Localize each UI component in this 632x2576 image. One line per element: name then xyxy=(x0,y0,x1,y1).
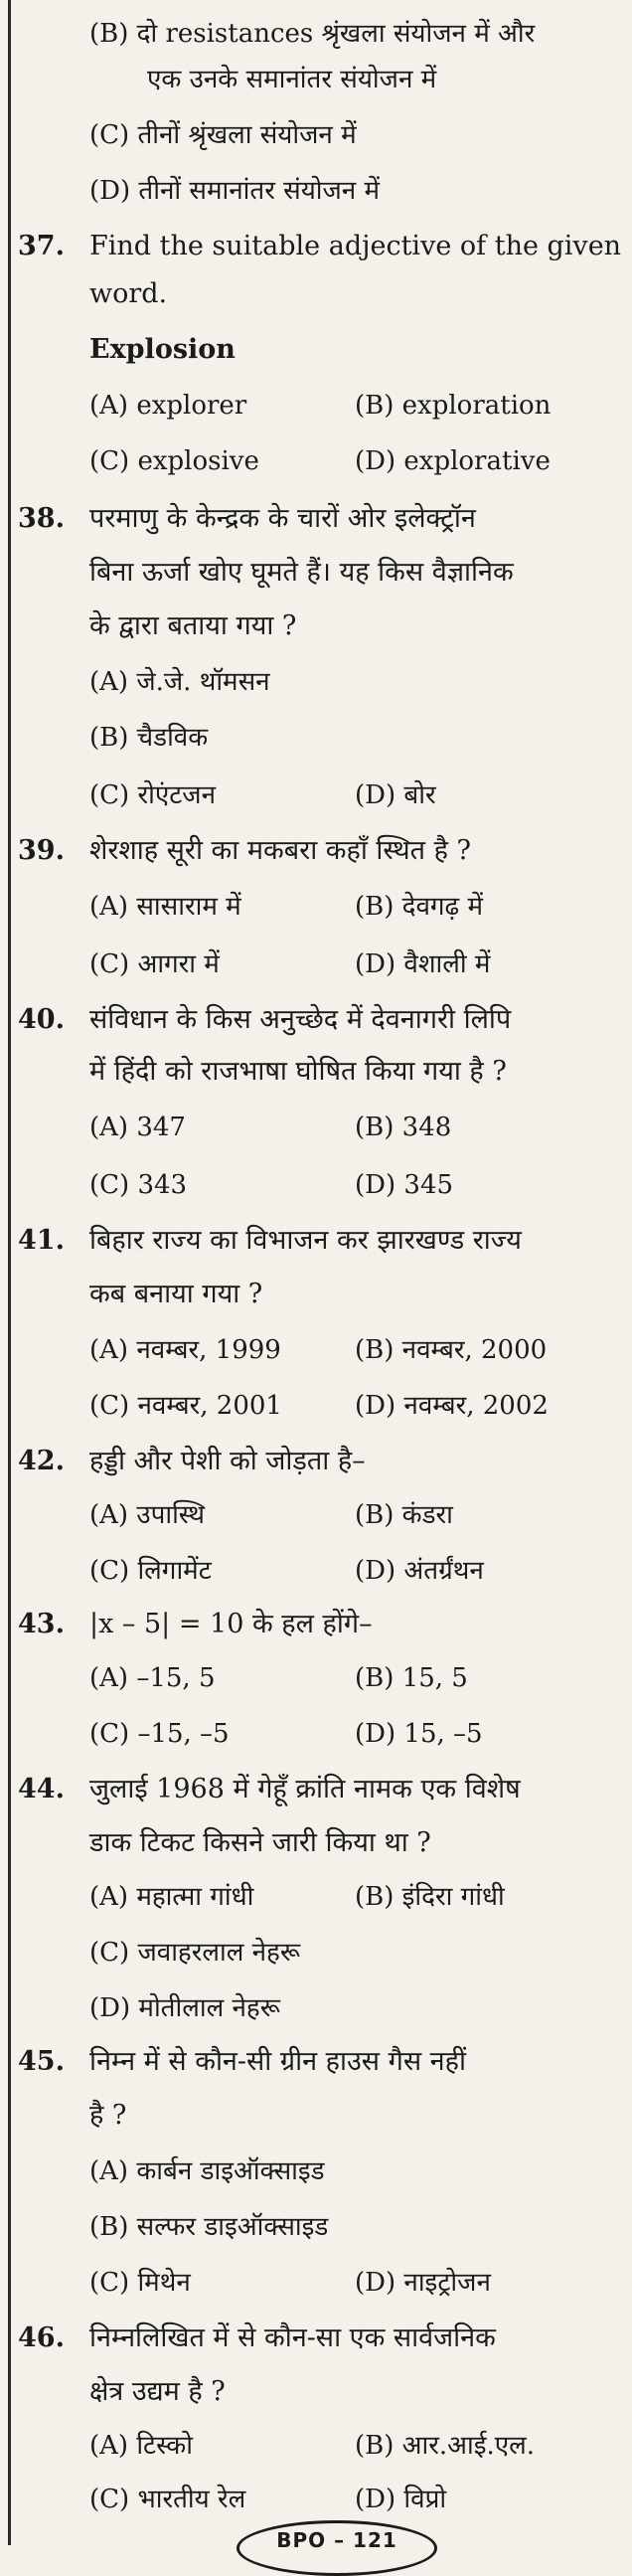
q42-option-b: (B) कंडरा xyxy=(355,1500,453,1530)
q44-option-a: (A) महात्मा गांधी xyxy=(89,1882,254,1912)
q40-option-a: (A) 347 xyxy=(89,1113,186,1142)
q43-option-b: (B) 15, 5 xyxy=(355,1663,468,1693)
q46-option-b: (B) आर.आई.एल. xyxy=(355,2431,536,2461)
page-edge-rule xyxy=(8,0,11,2545)
q37-text: Find the suitable adjective of the given xyxy=(89,231,622,261)
q40-option-c: (C) 343 xyxy=(89,1170,188,1200)
q40-option-b: (B) 348 xyxy=(355,1113,452,1142)
q42-option-d: (D) अंतर्ग्रंथन xyxy=(355,1556,484,1586)
q43-option-d: (D) 15, –5 xyxy=(355,1719,483,1749)
q40-option-d: (D) 345 xyxy=(355,1170,454,1200)
q42-option-a: (A) उपास्थि xyxy=(89,1500,206,1530)
q41-option-b: (B) नवम्बर, 2000 xyxy=(355,1335,548,1365)
q42-option-c: (C) लिगामेंट xyxy=(89,1556,212,1586)
q37-option-d: (D) explorative xyxy=(355,446,551,476)
q41-option-d: (D) नवम्बर, 2002 xyxy=(355,1391,549,1421)
q37-option-a: (A) explorer xyxy=(89,391,247,421)
q44-option-b: (B) इंदिरा गांधी xyxy=(355,1882,505,1912)
q39-option-c: (C) आगरा में xyxy=(89,949,220,979)
q37-number: 37. xyxy=(18,231,65,261)
q46-option-d: (D) विप्रो xyxy=(355,2485,447,2514)
q38-option-c: (C) रोएंटजन xyxy=(89,780,217,810)
q39-option-a: (A) सासाराम में xyxy=(89,892,241,922)
q39-option-d: (D) वैशाली में xyxy=(355,949,491,979)
q46-option-a: (A) टिस्को xyxy=(89,2431,193,2461)
page-code-badge: BPO – 121 xyxy=(237,2520,437,2576)
q43-option-c: (C) –15, –5 xyxy=(89,1719,230,1749)
q45-option-d: (D) नाइट्रोजन xyxy=(355,2268,491,2298)
q41-option-a: (A) नवम्बर, 1999 xyxy=(89,1335,281,1365)
q38-option-d: (D) बोर xyxy=(355,780,436,810)
q41-option-c: (C) नवम्बर, 2001 xyxy=(89,1391,282,1421)
q43-option-a: (A) –15, 5 xyxy=(89,1663,216,1693)
q37-option-c: (C) explosive xyxy=(89,446,259,476)
question-page: (B) दो resistances श्रृंखला संयोजन में और एक उनके समानांतर संयोजन में (C) तीनों श्रृंखला संयोजन में (D) तीनों समानांतर संयोजन में 37. Find the suitable adjective of the given word. Explosion (A) explorer (B) exploration (C) explosive (D) explorative 38. परमाणु के केन्द्रक के चारों ओर इलेक्ट्रॉन बिना ऊर्जा खोए घूमते हैं। यह किस वैज्ञानिक के द्वारा बताया गया ? (A) जे.जे. थॉमसन (B) चैडविक (C) रोएंटजन (D) बोर 39. शेरशाह सूरी का मकबरा कहाँ स्थित है ? (A) सासाराम में (B) देवगढ़ में (C) आगरा में (D) वैशाली में 40. संविधान के किस अनुच्छेद में देवनागरी लिपि में हिंदी को राजभाषा घोषित किया गया है ? (A) 347 (B) 348 (C) 343 (D) 345 41. बिहार राज्य का विभाजन कर झारखण्ड राज्य कब बनाया गया ? (A) नवम्बर, 1999 (B) नवम्बर, 2000 (C) नवम्बर, 2001 (D) नवम्बर, 2002 42. हड्डी और पेशी को जोड़ता है– (A) उपास्थि (B) कंडरा (C) लिगामेंट (D) अंतर्ग्रंथन 43. |x – 5| = 10 के हल होंगे– (A) –15, 5 (B) 15, 5 (C) –15, –5 (D) 15, –5 44. जुलाई 1968 में गेहूँ क्रांति नामक एक विशेष डाक टिकट किसने जारी किया था ? (A) महात्मा गांधी (B) इंदिरा गांधी (C) जवाहरलाल नेहरू (D) मोतीलाल नेहरू 45. निम्न में से कौन-सी ग्रीन हाउस गैस नहीं है ? (A) कार्बन डाइऑक्साइड (B) सल्फर डाइऑक्साइड (C) मिथेन (D) नाइट्रोजन 46. निम्नलिखित में से कौन-सा एक सार्वजनिक क्षेत्र उद्यम है ? (A) टिस्को (B) आर.आई.एल. (C) भारतीय रेल (D) विप्रो BPO – 121 xyxy=(0,0,632,2545)
q37-option-b: (B) exploration xyxy=(355,391,552,421)
q45-option-c: (C) मिथेन xyxy=(89,2268,191,2298)
q46-option-c: (C) भारतीय रेल xyxy=(89,2485,246,2514)
q39-option-b: (B) देवगढ़ में xyxy=(355,892,484,922)
